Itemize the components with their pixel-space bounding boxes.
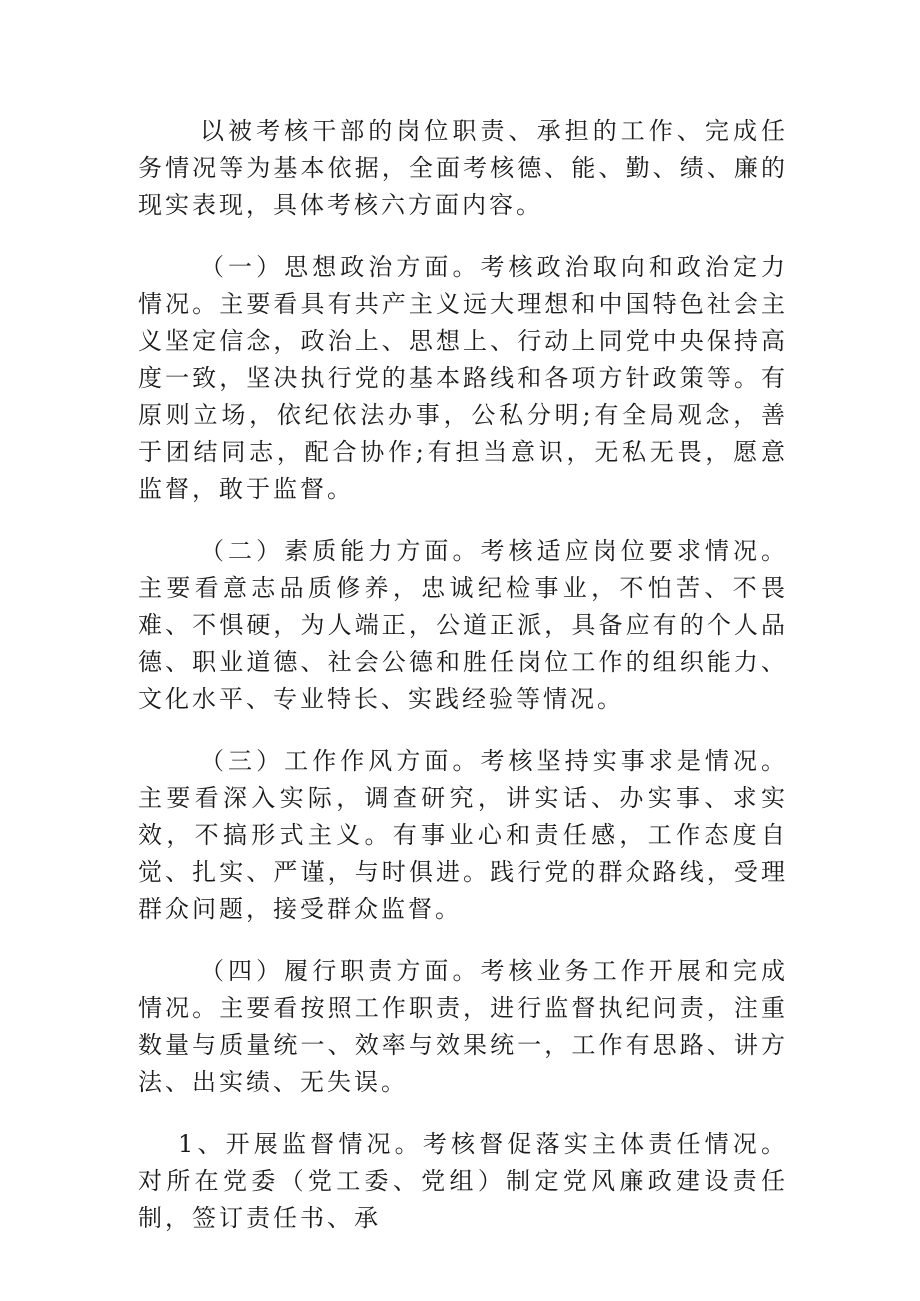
paragraph-intro: 以被考核干部的岗位职责、承担的工作、完成任务情况等为基本依据，全面考核德、能、勤、绩、廉的现实表现，具体考核六方面内容。: [138, 117, 788, 219]
paragraph-section-3: （三）工作作风方面。考核坚持实事求是情况。主要看深入实际，调查研究，讲实话、办实事、求实效，不搞形式主义。有事业心和责任感，工作态度自觉、扎实、严谨，与时俱进。践行党的群众路线，受理群众问题，接受群众监督。: [138, 747, 788, 923]
paragraph-section-4: （四）履行职责方面。考核业务工作开展和完成情况。主要看按照工作职责，进行监督执纪问责，注重数量与质量统一、效率与效果统一，工作有思路、讲方法、出实绩、无失误。: [138, 957, 788, 1096]
paragraph-section-2: （二）素质能力方面。考核适应岗位要求情况。主要看意志品质修养，忠诚纪检事业，不怕苦、不畏难、不惧硬，为人端正，公道正派，具备应有的个人品德、职业道德、社会公德和胜任岗位工作的组织能力、文化水平、专业特长、实践经验等情况。: [138, 537, 788, 713]
paragraph-item-1: 1、开展监督情况。考核督促落实主体责任情况。对所在党委（党工委、党组）制定党风廉政建设责任制，签订责任书、承: [138, 1130, 788, 1232]
paragraph-section-1: （一）思想政治方面。考核政治取向和政治定力情况。主要看具有共产主义远大理想和中国特色社会主义坚定信念，政治上、思想上、行动上同党中央保持高度一致，坚决执行党的基本路线和各项方针政策等。有原则立场，依纪依法办事，公私分明;有全局观念，善于团结同志，配合协作;有担当意识，无私无畏，愿意监督，敢于监督。: [138, 253, 788, 503]
document-body: [138, 113, 788, 1262]
